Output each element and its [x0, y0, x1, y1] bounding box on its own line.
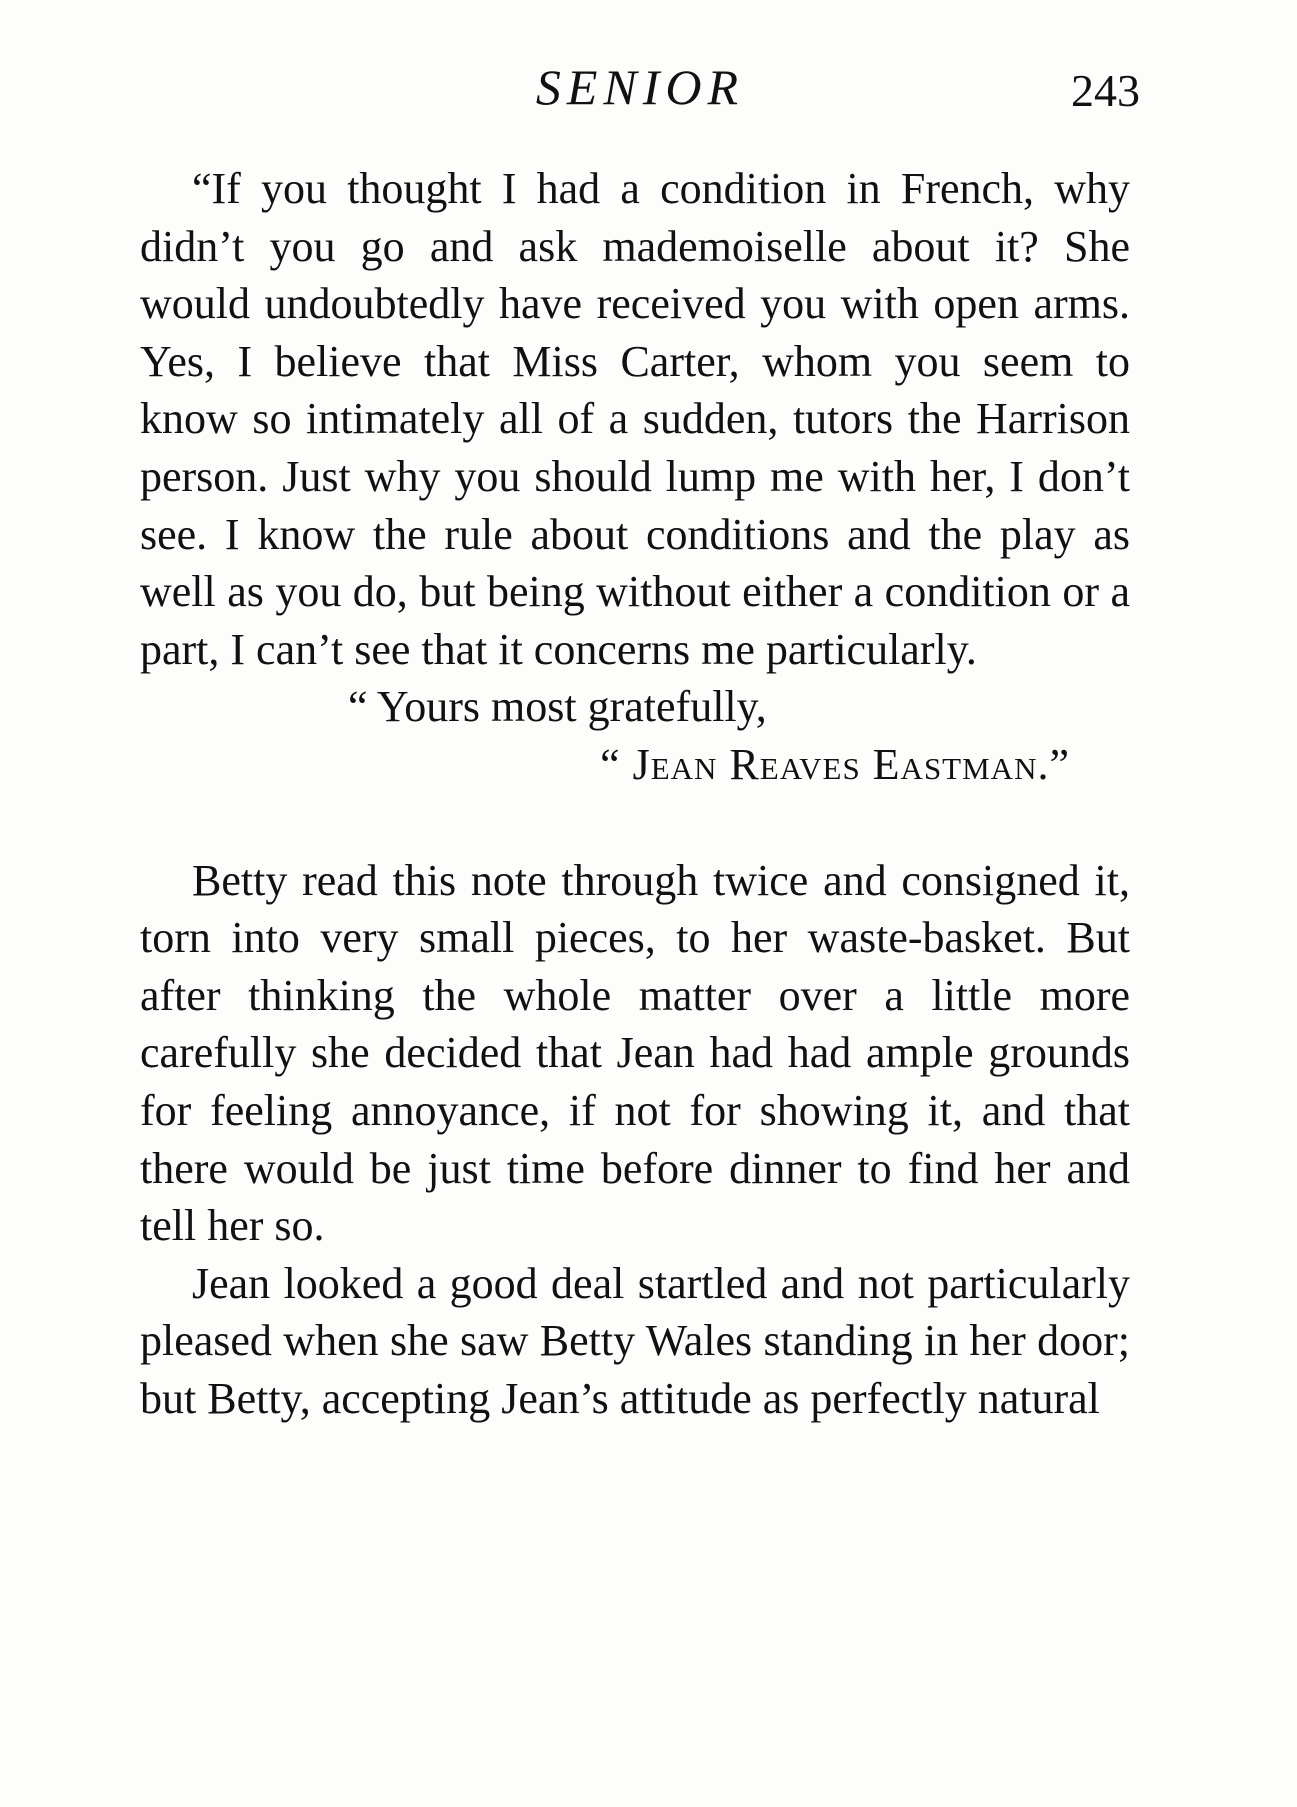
letter-body: “If you thought I had a condition in French, why didn’t you go and ask mademoiselle about it? She would undoubtedly have received you with open arms. Yes, I believe that Miss Carter, whom you seem to know so intimately all of a sudden, tutors the Harrison person. Just why you should lump me with her, I don’t see. I know the rule about conditions and the play as well as you do, but being without either a condition or a part, I can’t see that it concerns me particularly. [140, 164, 1130, 674]
page-text [140, 160, 1130, 1427]
narrative-paragraph-2: Jean looked a good deal startled and not particularly pleased when she saw Betty Wales standing in her door; but Betty, accepting Jean’s attitude as perfectly natural [140, 1258, 1130, 1423]
running-title: SENIOR [535, 59, 745, 115]
section-gap [140, 794, 1130, 852]
running-head [140, 58, 1140, 128]
narrative-paragraph-1: Betty read this note through twice and consigned it, torn into very small pieces, to her waste-basket. But after thinking the whole matter over a little more carefully she decided that Jean had had ample grounds for feeling annoyance, if not for showing it, and that there would be just time before dinner to find her and tell her so. [140, 855, 1130, 1251]
letter-signature: “ Jean Reaves Eastman.” [600, 739, 1070, 789]
page-number: 243 [1071, 65, 1140, 116]
letter-closing: “ Yours most gratefully, [348, 682, 767, 732]
